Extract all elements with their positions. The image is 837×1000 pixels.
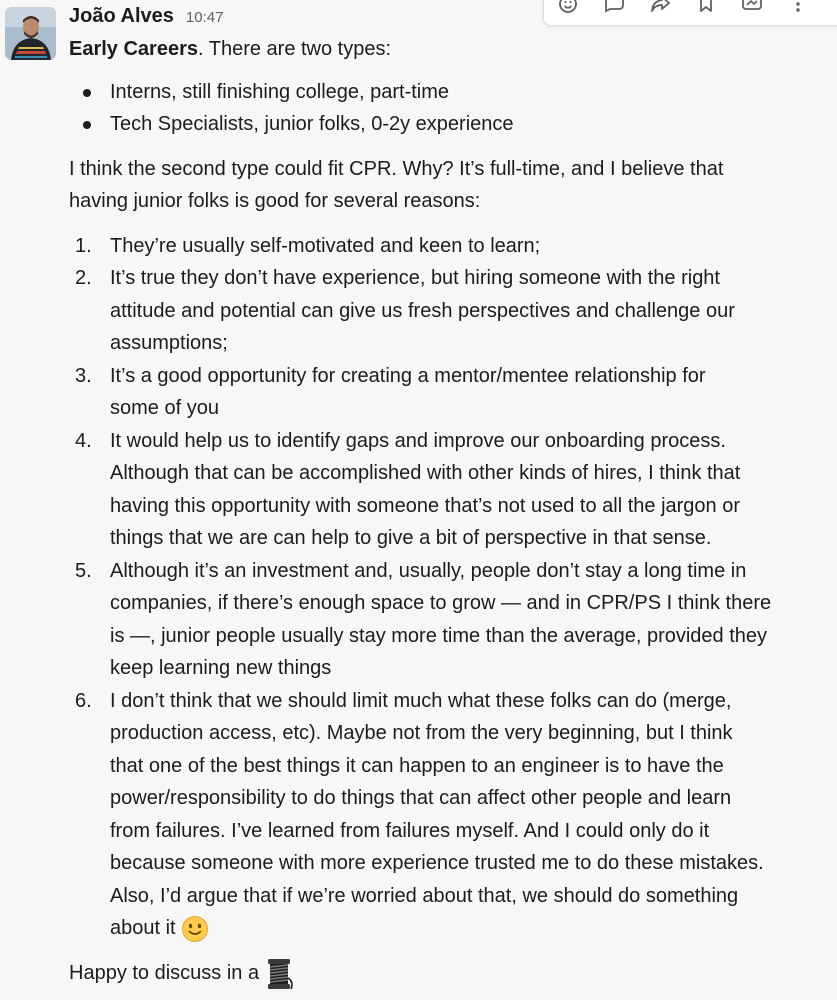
list-line: They’re usually self-motivated and keen to learn; xyxy=(110,234,541,257)
list-line: I don’t think that we should limit much what these folks can do (merge, xyxy=(110,689,732,712)
list-line: companies, if there’s enough space to grow — and in CPR/PS I think there xyxy=(110,592,772,614)
list-line: having this opportunity with someone that’s not used to all the jargon or xyxy=(110,494,741,517)
closing-line xyxy=(69,957,829,991)
list-line: power/responsibility to do things that can affect other people and learn xyxy=(110,787,732,809)
list-line: that one of the best things it can happen to an engineer is to have the xyxy=(110,754,724,777)
paragraph-line: I think the second type could fit CPR. Why? It’s full-time, and I believe that xyxy=(69,157,724,180)
list-line: about it xyxy=(110,917,176,939)
list-line: is —, junior people usually stay more time than the average, provided they xyxy=(110,624,768,647)
bullet-item: Tech Specialists, junior folks, 0-2y experience xyxy=(69,108,829,141)
list-number: 6. xyxy=(75,689,92,712)
list-number: 1. xyxy=(75,234,92,257)
list-line: some of you xyxy=(110,397,219,419)
list-number: 4. xyxy=(75,429,92,452)
bullet-list xyxy=(69,76,829,141)
list-line: Although it’s an investment and, usually, people don’t stay a long time in xyxy=(110,559,747,582)
list-line: It would help us to identify gaps and improve our onboarding process. xyxy=(110,429,726,452)
avatar[interactable] xyxy=(5,7,56,60)
numbered-item xyxy=(69,262,829,360)
numbered-item xyxy=(69,360,829,425)
list-line: attitude and potential can give us fresh perspectives and challenge our xyxy=(110,299,735,322)
intro-text: . There are two types: xyxy=(197,38,392,60)
closing-text: Happy to discuss in a xyxy=(69,962,260,985)
paragraph xyxy=(69,153,829,218)
list-line: from failures. I’ve learned from failures myself. And I could only do it xyxy=(110,819,710,842)
list-line: keep learning new things xyxy=(110,657,332,679)
slightly-smiling-face-icon[interactable] xyxy=(181,915,209,943)
list-number: 5. xyxy=(75,559,92,582)
list-line: Although that can be accomplished with other kinds of hires, I think that xyxy=(110,462,741,484)
intro-line xyxy=(69,33,829,66)
list-line: because someone with more experience trusted me to do these mistakes. xyxy=(110,852,764,874)
message-body xyxy=(69,0,829,991)
list-number: 2. xyxy=(75,267,92,289)
list-line: production access, etc). Maybe not from the very beginning, but I think xyxy=(110,722,733,744)
list-line: assumptions; xyxy=(110,332,228,354)
numbered-list xyxy=(69,230,829,945)
list-line: things that we are can help to give a bit of perspective in that sense. xyxy=(110,527,712,549)
list-line: Also, I’d argue that if we’re worried about that, we should do something xyxy=(110,884,739,907)
list-line: It’s true they don’t have experience, but hiring someone with the right xyxy=(110,267,720,289)
bullet-item: Interns, still finishing college, part-time xyxy=(69,76,829,109)
numbered-item xyxy=(69,230,829,263)
numbered-item xyxy=(69,685,829,945)
numbered-item xyxy=(69,555,829,685)
thread-spool-icon[interactable] xyxy=(262,957,296,991)
numbered-item xyxy=(69,425,829,555)
list-number: 3. xyxy=(75,364,92,387)
list-line: It’s a good opportunity for creating a mentor/mentee relationship for xyxy=(110,364,706,387)
author-name[interactable]: João Alves xyxy=(69,5,174,27)
message-header xyxy=(69,0,829,33)
paragraph-line: having junior folks is good for several reasons: xyxy=(69,190,481,212)
timestamp[interactable]: 10:47 xyxy=(185,9,224,26)
list-line-with-emoji xyxy=(110,912,829,945)
intro-bold-text: Early Careers xyxy=(69,38,198,60)
